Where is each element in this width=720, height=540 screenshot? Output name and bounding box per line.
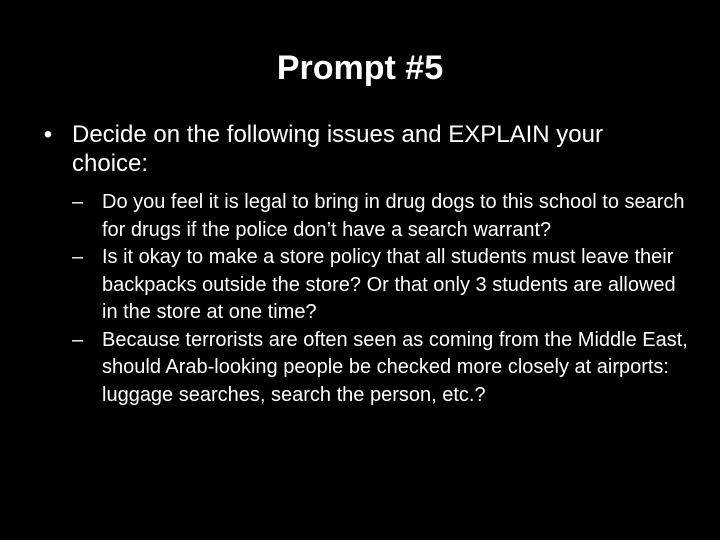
sub-bullet-text: Is it okay to make a store policy that all students must leave their backpacks outside the store? Or that only 3 students are allowed in the store at one time? [102,246,676,323]
dash-marker: – [72,246,84,268]
slide-title: Prompt #5 [276,49,444,87]
dash-marker: – [72,328,84,351]
main-bullet-text: Decide on the following issues and EXPLAIN your choice: [72,121,603,177]
main-bullet [36,120,676,178]
sub-bullet-item [72,327,692,410]
sub-bullet-item [72,189,692,244]
sub-bullet-item [72,244,692,327]
sub-bullet-text: Do you feel it is legal to bring in drug dogs to this school to search for drugs if the police don’t have a search warrant? [102,191,685,241]
bullet-marker: • [43,121,53,148]
dash-marker: – [72,191,84,213]
sub-bullet-text: Because terrorists are often seen as coming from the Middle East, should Arab-looking people be checked more closely at airports: luggage searches, search the person, etc.? [102,328,688,406]
sub-bullet-list [72,189,692,409]
